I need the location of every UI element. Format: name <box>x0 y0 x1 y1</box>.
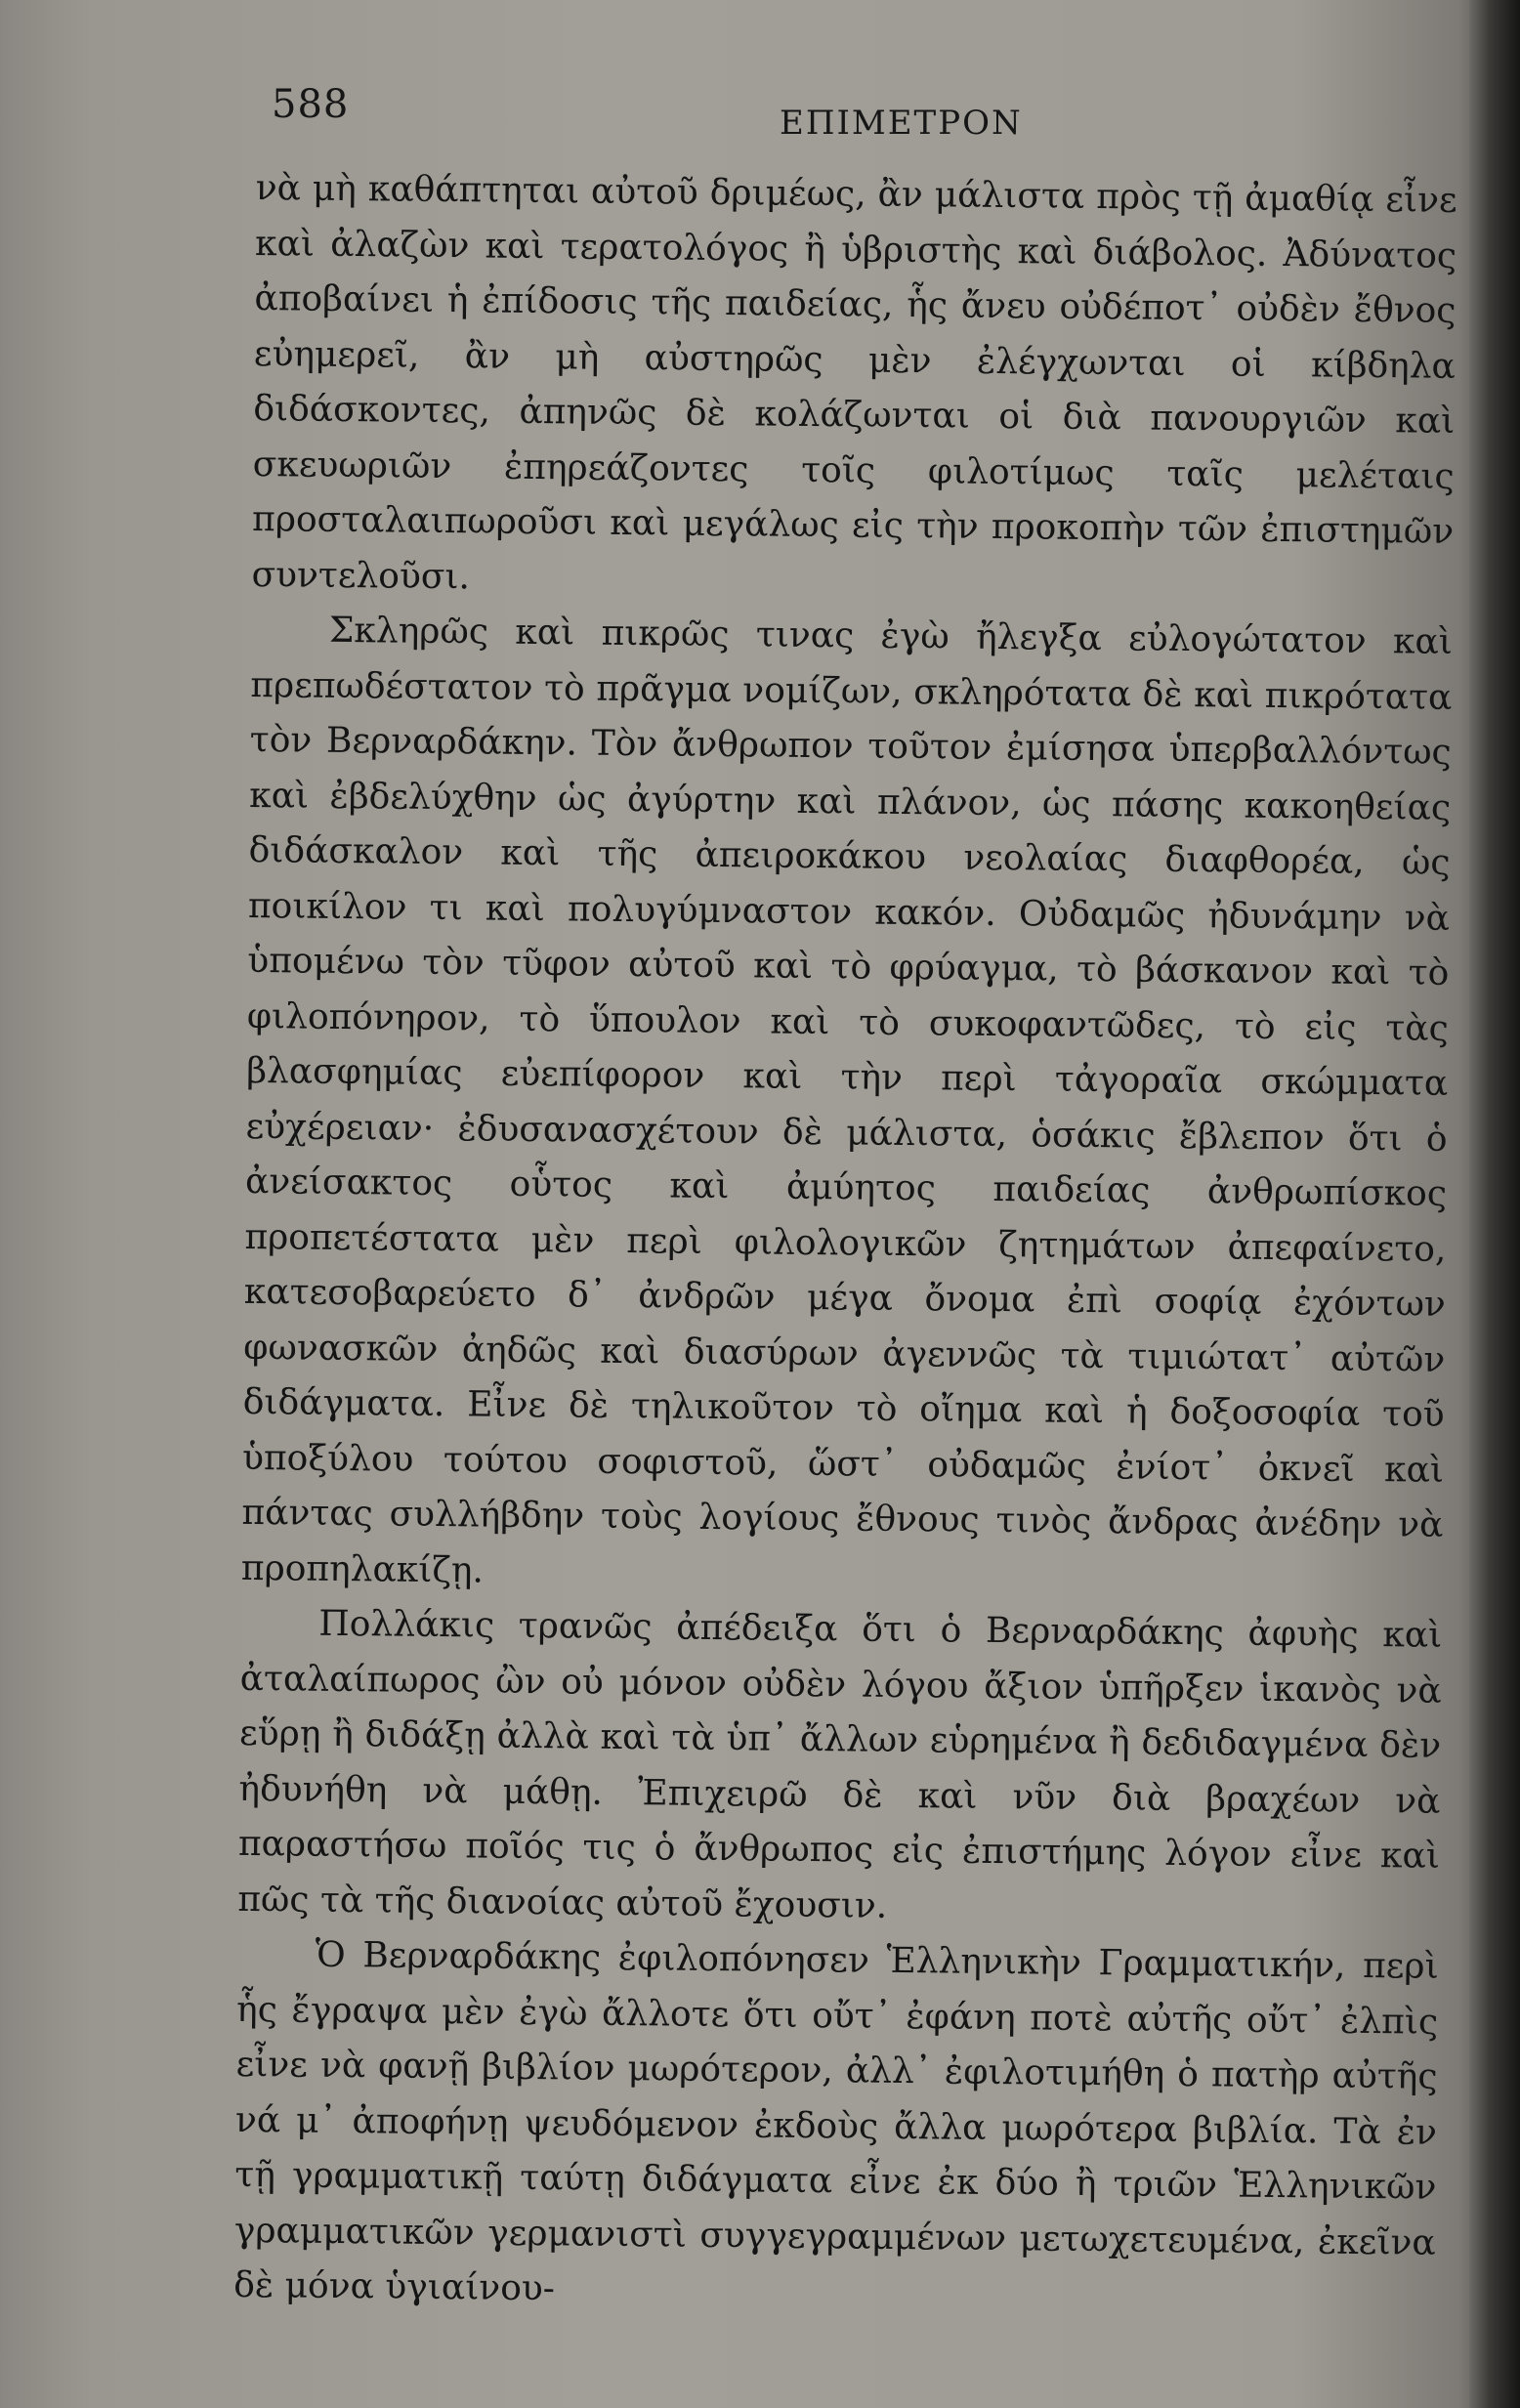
paragraph-2: Σκληρῶς καὶ πικρῶς τινας ἐγὼ ἤλεγξα εὐλογώτατον καὶ πρεπωδέστατον τὸ πρᾶγμα νομίζων, σκληρότατα δὲ καὶ πικρότατα τὸν Βερναρδάκην. Τὸν ἄνθρωπον τοῦτον ἐμίσησα ὑπερβαλλόντως καὶ ἐβδελύχθην ὡς ἀγύρτην καὶ πλάνον, ὡς πάσης κακοηθείας διδάσκαλον καὶ τῆς ἀπειροκάκου νεολαίας διαφθορέα, ὡς ποικίλον τι καὶ πολυγύμναστον κακόν. Οὐδαμῶς ἠδυνάμην νὰ ὑπομένω τὸν τῦφον αὐτοῦ καὶ τὸ φρύαγμα, τὸ βάσκανον καὶ τὸ φιλοπόνηρον, τὸ ὕπουλον καὶ τὸ συκοφαντῶδες, τὸ εἰς τὰς βλασφημίας εὐεπίφορον καὶ τὴν περὶ τἀγοραῖα σκώμματα εὐχέρειαν· ἐδυσανασχέτουν δὲ μάλιστα, ὁσάκις ἔβλεπον ὅτι ὁ ἀνείσακτος οὗτος καὶ ἀμύητος παιδείας ἀνθρωπίσκος προπετέστατα μὲν περὶ φιλολογικῶν ζητημάτων ἀπεφαίνετο, κατεσοβαρεύετο δ᾽ ἀνδρῶν μέγα ὄνομα ἐπὶ σοφίᾳ ἐχόντων φωνασκῶν ἀηδῶς καὶ διασύρων ἀγεννῶς τὰ τιμιώτατ᾽ αὐτῶν διδάγματα. Εἶνε δὲ τηλικοῦτον τὸ οἴημα καὶ ἡ δοξοσοφία τοῦ ὑποξύλου τούτου σοφιστοῦ, ὥστ᾽ οὐδαμῶς ἐνίοτ᾽ ὀκνεῖ καὶ πάντας συλλήβδην τοὺς λογίους ἔθνους τινὸς ἄνδρας ἀνέδην νὰ προπηλακίζῃ. <box>240 610 1454 1591</box>
book-spine-shadow <box>1469 0 1520 2408</box>
paragraph-4: Ὁ Βερναρδάκης ἐφιλοπόνησεν Ἑλληνικὴν Γραμματικήν, περὶ ἧς ἔγραψα μὲν ἐγὼ ἄλλοτε ὅτι οὔτ᾽ ἐφάνη ποτὲ αὐτῆς οὔτ᾽ ἐλπὶς εἶνε νὰ φανῇ βιβλίον μωρότερον, ἀλλ᾽ ἐφιλοτιμήθη ὁ πατὴρ αὐτῆς νά μ᾽ ἀποφήνῃ ψευδόμενον ἐκδοὺς ἄλλα μωρότερα βιβλία. Τὰ ἐν τῇ γραμματικῇ ταύτῃ διδάγματα εἶνε ἐκ δύο ἢ τριῶν Ἑλληνικῶν γραμματικῶν γερμανιστὶ συγγεγραμμένων μετωχετευμένα, ἐκεῖνα δὲ μόνα ὑγιαίνου- <box>233 1934 1439 2309</box>
paragraph-1: νὰ μὴ καθάπτηται αὐτοῦ δριμέως, ἂν μάλιστα πρὸς τῇ ἀμαθίᾳ εἶνε καὶ ἀλαζὼν καὶ τερατολόγος ἢ ὑβριστὴς καὶ διάβολος. Ἀδύνατος ἀποβαίνει ἡ ἐπίδοσις τῆς παιδείας, ἧς ἄνευ οὐδέποτ᾽ οὐδὲν ἔθνος εὐημερεῖ, ἂν μὴ αὐστηρῶς μὲν ἐλέγχωνται οἱ κίβδηλα διδάσκοντες, ἀπηνῶς δὲ κολάζωνται οἱ διὰ πανουργιῶν καὶ σκευωριῶν ἐπηρεάζοντες τοῖς φιλοτίμως ταῖς μελέταις προσταλαιπωροῦσι καὶ μεγάλως εἰς τὴν προκοπὴν τῶν ἐπιστημῶν συντελοῦσι. <box>251 167 1457 597</box>
page-header <box>272 76 1444 145</box>
body-text <box>233 161 1457 2326</box>
page-number: 588 <box>272 82 350 127</box>
paragraph-3: Πολλάκις τρανῶς ἀπέδειξα ὅτι ὁ Βερναρδάκης ἀφυὴς καὶ ἀταλαίπωρος ὢν οὐ μόνον οὐδὲν λόγου ἄξιον ὑπῆρξεν ἱκανὸς νὰ εὕρῃ ἢ διδάξῃ ἀλλὰ καὶ τὰ ὑπ᾽ ἄλλων εὑρημένα ἢ δεδιδαγμένα δὲν ἠδυνήθη νὰ μάθῃ. Ἐπιχειρῶ δὲ καὶ νῦν διὰ βραχέων νὰ παραστήσω ποῖός τις ὁ ἄνθρωπος εἰς ἐπιστήμης λόγον εἶνε καὶ πῶς τὰ τῆς διανοίας αὐτοῦ ἔχουσιν. <box>237 1603 1443 1926</box>
running-head: ΕΠΙΜΕΤΡΟΝ <box>780 104 1023 143</box>
